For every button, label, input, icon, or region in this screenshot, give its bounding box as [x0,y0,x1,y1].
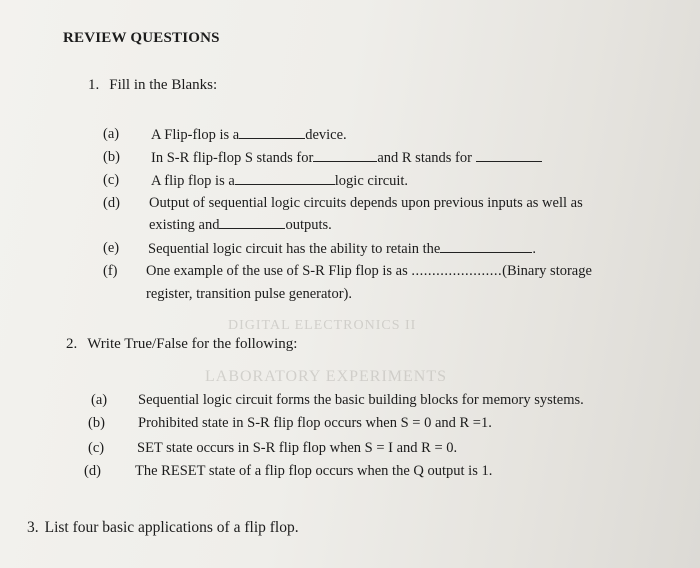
question-3-title [27,519,299,537]
q2-item-c-text: SET state occurs in S-R flip flop when S = I and R = 0. [137,440,458,456]
q2-item-d-label: (d) [84,463,101,479]
q2-item-b-label: (b) [88,415,105,431]
q1-item-b-text: In S-R flip-flop S stands for [151,150,314,166]
q1-item-a-label: (a) [103,126,120,142]
question-2-number: 2. [66,336,78,352]
q2-item-b [88,415,668,435]
q1-item-a-text: A Flip-flop is a [151,127,240,143]
q1-item-b-blank-2 [476,149,542,162]
question-2-text: Write True/False for the following: [87,336,298,352]
q1-item-c-text-end: logic circuit. [334,173,409,189]
q2-item-d-text: The RESET state of a flip flop occurs when the Q output is 1. [135,463,493,479]
q1-item-b-blank-1 [313,149,377,162]
watermark-digital-electronics: DIGITAL ELECTRONICS II [228,318,417,333]
q1-item-e-blank [440,240,532,253]
q2-item-a-label: (a) [91,392,108,408]
q1-item-a [103,126,663,146]
q1-item-d-text-line1: Output of sequential logic circuits depends upon previous inputs as well as [149,195,583,211]
q2-item-b-text: Prohibited state in S-R flip flop occurs when S = 0 and R =1. [138,415,492,431]
question-3-text: List four basic applications of a flip flop. [44,519,299,536]
q1-item-e [103,240,663,260]
page-heading: REVIEW QUESTIONS [63,30,220,46]
q1-item-f-label: (f) [103,263,118,279]
q2-item-d [84,463,664,483]
q1-item-e-text-end: . [532,241,536,257]
q1-item-a-text-end: device. [305,127,347,143]
q1-item-d-text-end: outputs. [285,217,332,233]
q1-item-a-blank [239,126,305,139]
q1-item-f-text-line2: register, transition pulse generator). [146,286,352,302]
q1-item-c-text: A flip flop is a [151,173,235,189]
q1-item-f-dotted-blank: ...................... [411,263,503,279]
q1-item-b [103,149,663,169]
q1-item-e-text: Sequential logic circuit has the ability to retain the [148,241,441,257]
question-2-title [66,336,297,353]
question-1-number: 1. [88,77,100,93]
q1-item-f [103,263,673,307]
q1-item-d-blank [219,216,285,229]
q1-item-f-text: One example of the use of S-R Flip flop is as [146,263,408,279]
question-1-title [88,77,217,94]
q2-item-a [91,392,671,412]
question-3-number: 3. [27,519,39,536]
q1-item-c-blank [235,172,335,185]
q1-item-d-label: (d) [103,195,120,211]
q2-item-c [88,440,668,460]
q1-item-d [103,195,663,237]
q1-item-b-label: (b) [103,149,120,165]
q1-item-c [103,172,663,192]
q1-item-f-text-end: (Binary storage [502,263,592,279]
q1-item-b-text-mid: and R stands for [377,150,472,166]
watermark-laboratory-experiments: LABORATORY EXPERIMENTS [205,368,448,385]
q1-item-d-text-line2: existing and [149,217,220,233]
q1-item-c-label: (c) [103,172,120,188]
q1-item-e-label: (e) [103,240,120,256]
q2-item-c-label: (c) [88,440,105,456]
question-1-text: Fill in the Blanks: [109,77,218,93]
q2-item-a-text: Sequential logic circuit forms the basic building blocks for memory systems. [138,392,584,408]
